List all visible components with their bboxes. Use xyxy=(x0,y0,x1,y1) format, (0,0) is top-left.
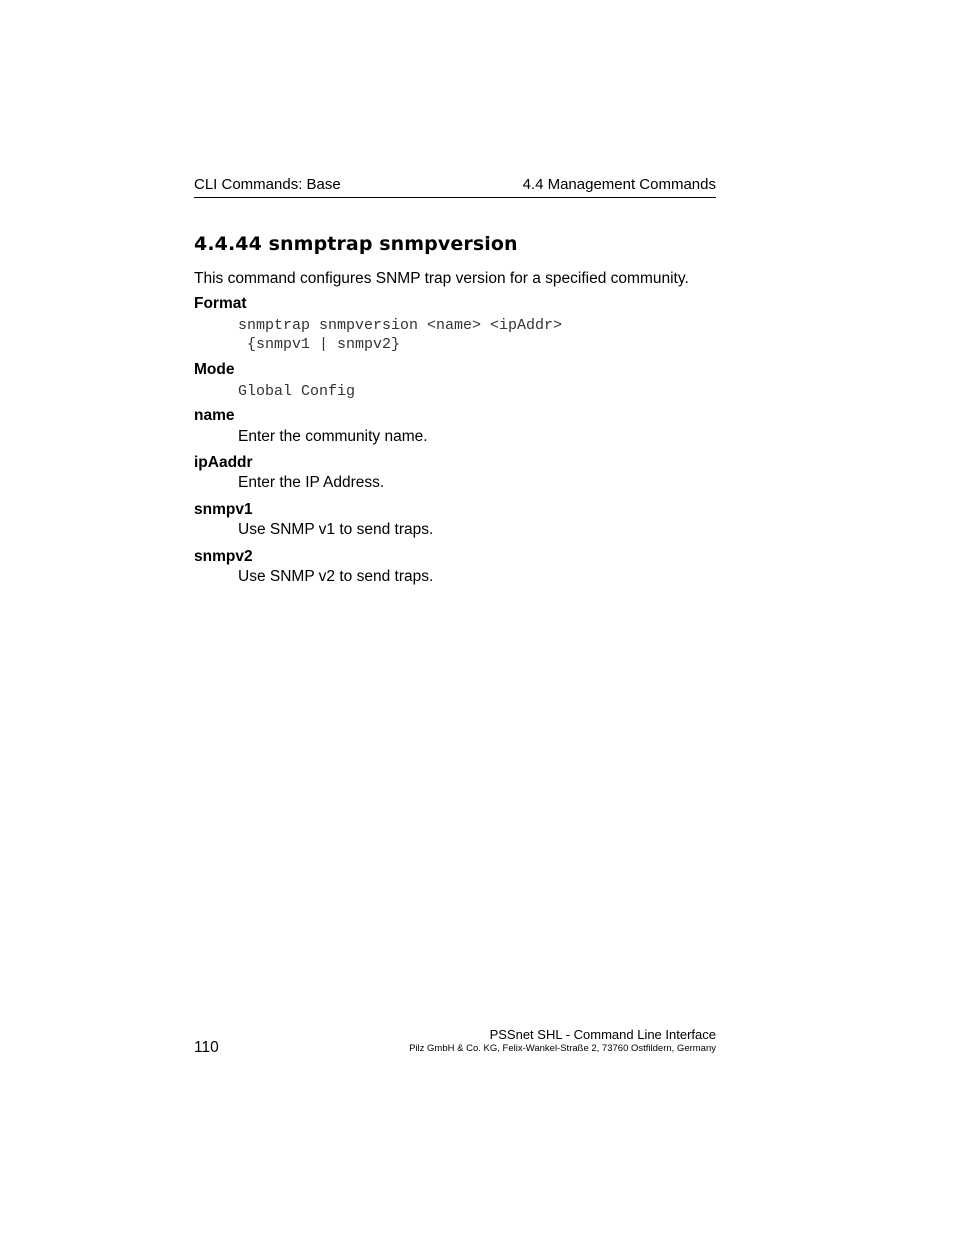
format-label: Format xyxy=(194,295,247,312)
mode-label: Mode xyxy=(194,361,235,378)
param-snmpv2-desc: Use SNMP v2 to send traps. xyxy=(238,568,434,585)
format-syntax-line-2: {snmpv1 | snmpv2} xyxy=(238,336,401,353)
section-intro: This command configures SNMP trap version for a specified community. xyxy=(194,270,689,287)
param-name-desc: Enter the community name. xyxy=(238,428,428,445)
param-snmpv2-label: snmpv2 xyxy=(194,548,253,565)
mode-value: Global Config xyxy=(238,383,356,400)
page-number: 110 xyxy=(194,1039,219,1056)
footer-address: Pilz GmbH & Co. KG, Felix-Wankel-Straße 2, 73760 Ostfildern, Germany xyxy=(409,1043,716,1054)
param-snmpv1-desc: Use SNMP v1 to send traps. xyxy=(238,521,434,538)
header-chapter: CLI Commands: Base xyxy=(194,176,341,193)
param-ipaddr-desc: Enter the IP Address. xyxy=(238,474,385,491)
page-header xyxy=(194,175,716,198)
header-section: 4.4 Management Commands xyxy=(522,176,716,193)
param-name-label: name xyxy=(194,407,235,424)
param-ipaddr-label: ipAaddr xyxy=(194,454,253,471)
footer-doc-title: PSSnet SHL - Command Line Interface xyxy=(489,1027,716,1042)
format-syntax-line-1: snmptrap snmpversion <name> <ipAddr> xyxy=(238,317,563,334)
section-title: 4.4.44 snmptrap snmpversion xyxy=(194,233,518,255)
param-snmpv1-label: snmpv1 xyxy=(194,501,253,518)
